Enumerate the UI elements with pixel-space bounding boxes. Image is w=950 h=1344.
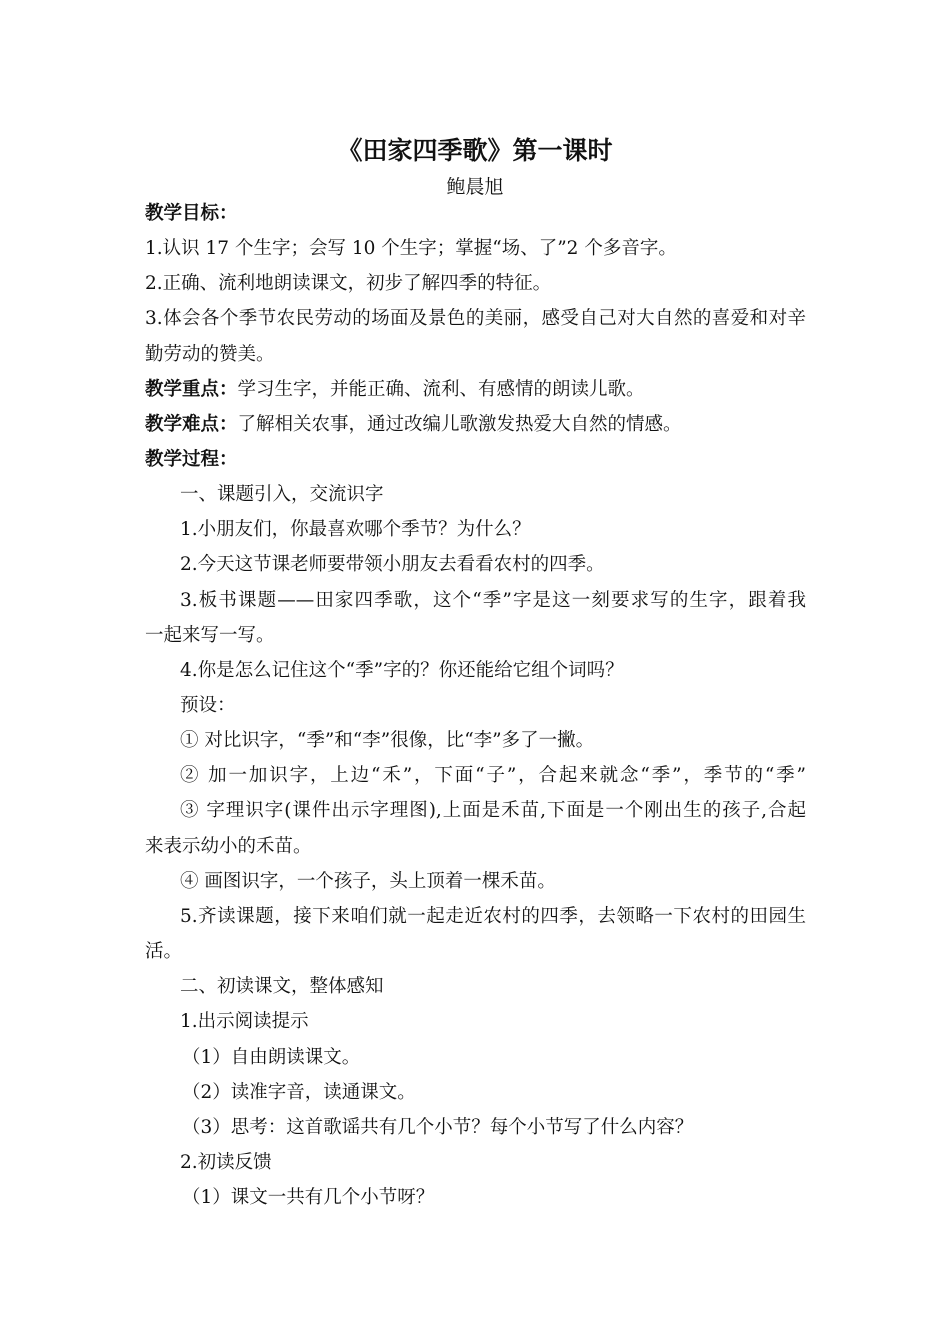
section-1-step-3-line-2: 一起来写一写。 — [145, 625, 275, 646]
section-2-step-1-item-3: （3）思考：这首歌谣共有几个小节？每个小节写了什么内容？ — [182, 1117, 694, 1138]
section-1-step-1: 1.小朋友们，你最喜欢哪个季节？为什么？ — [180, 519, 531, 540]
section-1-step-3-line-1: 3.板书课题——田家四季歌，这个“季”字是这一刻要求写的生字，跟着我 — [180, 590, 806, 611]
difficulty-text: 了解相关农事，通过改编儿歌激发热爱大自然的情感。 — [237, 414, 682, 435]
objectives-heading: 教学目标： — [145, 203, 238, 224]
author-name: 鲍晨旭 — [446, 176, 504, 198]
objective-2: 2.正确、流利地朗读课文，初步了解四季的特征。 — [145, 273, 552, 294]
section-1-preset: 预设： — [180, 695, 236, 716]
section-1-step-2: 2.今天这节课老师要带领小朋友去看看农村的四季。 — [180, 554, 605, 575]
objective-1: 1.认识 17 个生字；会写 10 个生字；掌握“场、了”2 个多音字。 — [145, 238, 677, 259]
section-2-step-1: 1.出示阅读提示 — [180, 1011, 309, 1032]
difficulty-label: 教学难点： — [145, 414, 238, 435]
key-point-text: 学习生字，并能正确、流利、有感情的朗读儿歌。 — [237, 379, 645, 400]
key-point — [145, 377, 645, 403]
objective-3-line-1: 3.体会各个季节农民劳动的场面及景色的美丽，感受自己对大自然的喜爱和对辛 — [145, 308, 806, 329]
section-2-step-1-item-2: （2）读准字音，读通课文。 — [182, 1082, 416, 1103]
section-2-heading: 二、初读课文，整体感知 — [180, 976, 384, 997]
section-2-step-2: 2.初读反馈 — [180, 1152, 272, 1173]
section-1-step-5-line-1: 5.齐读课题，接下来咱们就一起走近农村的四季，去领略一下农村的田园生 — [180, 906, 806, 927]
objective-3-line-2: 勤劳动的赞美。 — [145, 344, 275, 365]
section-1-option-1: ① 对比识字，“季”和“李”很像，比“李”多了一撇。 — [180, 730, 595, 751]
section-1-step-4: 4.你是怎么记住这个“季”字的？你还能给它组个词吗？ — [180, 660, 624, 681]
section-1-option-2: ② 加一加识字，上边“禾”，下面“子”，合起来就念“季”，季节的“季” — [180, 765, 806, 786]
section-1-heading: 一、课题引入，交流识字 — [180, 484, 384, 505]
process-heading: 教学过程： — [145, 449, 238, 470]
section-1-option-3-line-1: ③ 字理识字(课件出示字理图),上面是禾苗,下面是一个刚出生的孩子,合起 — [180, 800, 806, 821]
section-1-step-5-line-2: 活。 — [145, 941, 183, 962]
page-title: 《田家四季歌》第一课时 — [337, 136, 613, 165]
difficulty — [145, 412, 682, 438]
section-1-option-3-line-2: 来表示幼小的禾苗。 — [145, 836, 312, 857]
section-1-option-4: ④ 画图识字，一个孩子，头上顶着一棵禾苗。 — [180, 871, 556, 892]
key-point-label: 教学重点： — [145, 379, 238, 400]
section-2-step-1-item-1: （1）自由朗读课文。 — [182, 1047, 361, 1068]
section-2-step-2-item-1: （1）课文一共有几个小节呀？ — [182, 1187, 435, 1208]
